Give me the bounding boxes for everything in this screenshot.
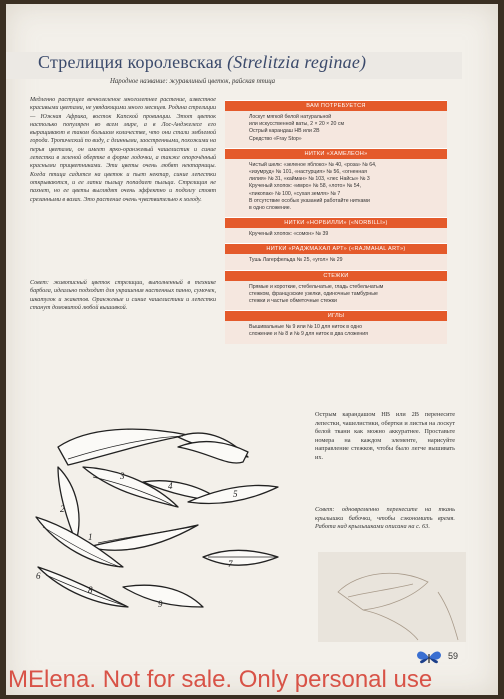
diagram-label: 3 <box>120 471 125 481</box>
butterfly-wing-photo <box>318 552 466 642</box>
diagram-label: 9 <box>158 599 163 609</box>
page-subtitle: Народное название: журавлиный цветок, райская птица <box>110 78 276 85</box>
section-heading: СТЕЖКИ <box>225 270 447 281</box>
section-heading: ИГЛЫ <box>225 310 447 321</box>
threads-rajmahal-section <box>225 243 447 269</box>
section-text: Лоскут мягкой белой натуральной или искусственной ваты, 2 × 20 × 20 см Острый карандаш НВ или 2В Средство «Fray Stop» <box>249 114 345 142</box>
diagram-label: 5 <box>233 489 238 499</box>
section-heading: НИТКИ «НОРБИЛЛИ» («NORBILLI») <box>225 217 447 228</box>
watermark-text: MElena. Not for sale. Only personal use <box>8 666 433 693</box>
diagram-label: 8 <box>88 585 93 595</box>
petal-outline-diagram <box>28 407 298 637</box>
page-number: 59 <box>448 651 459 661</box>
section-heading: НИТКИ «ХАМЕЛЕОН» <box>225 148 447 159</box>
page-title: Стрелиция королевская (Strelitzia reginae) <box>38 52 367 72</box>
diagram-label: 4 <box>168 481 173 491</box>
diagram-label: 2 <box>60 504 65 514</box>
materials-box <box>225 100 447 344</box>
tip-text: Совет: живописный цветок стрелиции, выполненный в технике барбола, идеально подходит для украшения настенных панно, сумочек, шкатулок и жакетов. Оранжевые и синие чашелистики и лепестки станут домовитой любой вышивкой. <box>30 280 216 311</box>
section-text: Прямые и короткие, стебельчатые, гладь стебельчатым стежком, французские узелки, одиночные тамбурные стежки и частые обметочные стежки <box>249 283 384 305</box>
instructions-text: Острым карандашом НВ или 2В перенесите лепестки, чашелистики, обертки и листья на лоскут белой ткани как можно аккуратнее. Проставьте номера на каждом элементе, нарисуйте направление стежков, чтобы было легче вышивать их. <box>315 411 455 461</box>
threads-chameleon-section <box>225 148 447 217</box>
diagram-label: 7 <box>228 559 233 569</box>
diagram-label: 1 <box>88 532 93 542</box>
instructions-tip-text: Совет: одновременно перенесите на ткань крылышки бабочки, чтобы сэкономить время. Работа над крылышками описана на с. 63. <box>315 506 455 530</box>
needles-section <box>225 310 447 343</box>
section-heading: НИТКИ «РАДЖМАХАЛ АРТ» («RAJMAHAL ART») <box>225 243 447 254</box>
stitches-section <box>225 270 447 311</box>
section-text: Вышивальные № 9 или № 10 для ниток в одно сложение и № 8 и № 9 для ниток в два сложения <box>249 324 368 338</box>
section-text: Тушь Лагерфельда № 25, «угол» № 29 <box>249 257 343 264</box>
materials-section <box>225 100 447 148</box>
section-heading: ВАМ ПОТРЕБУЕТСЯ <box>225 100 447 111</box>
butterfly-icon <box>416 650 442 666</box>
section-text: Крученый хлопок: «сомон» № 39 <box>249 231 329 238</box>
threads-norbilli-section <box>225 217 447 243</box>
section-text: Чистый шелк: «зеленое яблоко» № 40, «роза» № 64, «изумруд» № 101, «настурция» № 56, «огненная лилия» № 31, «кайман» № 103, «лес Найсы» № 3 Крученый хлопок: «имро» № 58, «лото» № 54, «пикопак» № 100, «сухая земля» № 7 В отсутствие особых указаний работайте нитками в одно сложение. <box>249 161 377 212</box>
diagram-label: 6 <box>36 571 41 581</box>
butterfly-wing-sketch <box>318 552 466 642</box>
description-text: Медленно растущее вечнозеленое многолетнее растение, известное красивыми цветами, не увядающими много месяцев. Родина стрелиции — Южная Африка, восток Капской провинции. Этот цветок настолько популярен во всем мире, а в Лос-Анджелесе его выращивают в таком большом количестве, что они стали эмблемой города. Тропический по виду, с длинными, заостренными, похожими на перья цветами, он имеет ярко-оранжевый чашелистик и синие лепестки в зеленой обертке в форме лодочки, а также опорочённый красными прицветниками. Эти цветы очень любят нектарницы. Когда птица садится на цветок и пьет нектар, синие лепестки открываются, и ее лапки пыльцу попадает пыльца. Стрелиция не пахнет, но ее цветы выглядят очень эффектно и подолгу стоят срезанными в вазах. Это растение очень чувствительно к холоду. <box>30 97 216 203</box>
